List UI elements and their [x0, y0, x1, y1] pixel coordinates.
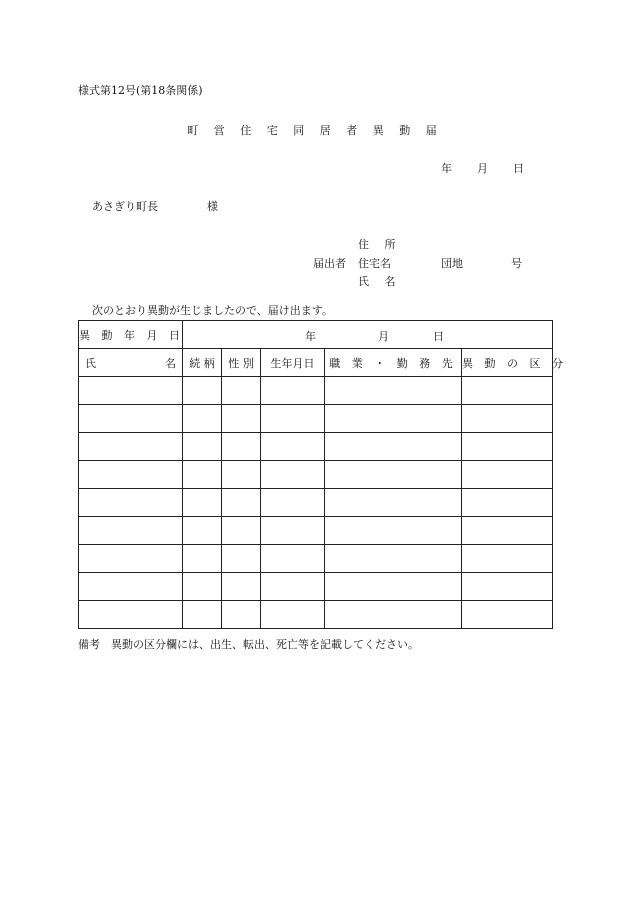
cell-gender[interactable] — [222, 433, 261, 461]
cell-occupation[interactable] — [325, 489, 462, 517]
cell-gender[interactable] — [222, 405, 261, 433]
header-name-left: 氏 — [85, 356, 96, 370]
table-row[interactable] — [79, 405, 553, 433]
cell-relationship[interactable] — [183, 461, 222, 489]
cell-change-type[interactable] — [462, 573, 553, 601]
applicant-label: 届出者 — [313, 257, 346, 270]
header-gender: 性 別 — [222, 349, 261, 377]
cell-gender[interactable] — [222, 461, 261, 489]
cell-gender[interactable] — [222, 573, 261, 601]
table-row[interactable] — [79, 545, 553, 573]
applicant-name-label: 氏 名 — [358, 275, 402, 288]
cell-change-type[interactable] — [462, 601, 553, 629]
cell-change-type[interactable] — [462, 545, 553, 573]
change-date-row — [79, 321, 553, 349]
cell-birthdate[interactable] — [261, 601, 325, 629]
table-row[interactable] — [79, 377, 553, 405]
cell-relationship[interactable] — [183, 545, 222, 573]
addressee-honorific: 様 — [207, 200, 218, 213]
cell-relationship[interactable] — [183, 433, 222, 461]
cell-occupation[interactable] — [325, 377, 462, 405]
header-row — [79, 349, 553, 377]
number-suffix-label: 号 — [511, 257, 522, 270]
change-date-field[interactable] — [183, 321, 553, 349]
remarks-note: 備考 異動の区分欄には、出生、転出、死亡等を記載してください。 — [78, 638, 419, 651]
table-row[interactable] — [79, 433, 553, 461]
table-row[interactable] — [79, 489, 553, 517]
cell-relationship[interactable] — [183, 377, 222, 405]
change-date-label: 異 動 年 月 日 — [79, 321, 183, 349]
cell-name[interactable] — [79, 601, 183, 629]
cell-occupation[interactable] — [325, 461, 462, 489]
cell-occupation[interactable] — [325, 545, 462, 573]
header-occupation: 職 業 ・ 勤 務 先 — [325, 349, 462, 377]
form-title: 町 営 住 宅 同 居 者 異 動 届 — [187, 124, 443, 137]
cell-birthdate[interactable] — [261, 545, 325, 573]
table-row[interactable] — [79, 601, 553, 629]
cell-change-type[interactable] — [462, 517, 553, 545]
header-relationship: 続 柄 — [183, 349, 222, 377]
cell-occupation[interactable] — [325, 433, 462, 461]
cell-gender[interactable] — [222, 545, 261, 573]
table-row[interactable] — [79, 573, 553, 601]
date-month-label: 月 — [477, 162, 488, 175]
cell-gender[interactable] — [222, 489, 261, 517]
cell-name[interactable] — [79, 573, 183, 601]
addressee-name: あさぎり町長 — [92, 200, 158, 213]
danchi-label: 団地 — [441, 257, 463, 270]
cell-relationship[interactable] — [183, 601, 222, 629]
change-date-day: 日 — [433, 330, 444, 343]
cell-occupation[interactable] — [325, 601, 462, 629]
cell-change-type[interactable] — [462, 433, 553, 461]
cell-relationship[interactable] — [183, 573, 222, 601]
cell-change-type[interactable] — [462, 461, 553, 489]
change-date-month: 月 — [378, 330, 389, 343]
header-change-type: 異 動 の 区 分 — [462, 349, 553, 377]
cell-occupation[interactable] — [325, 517, 462, 545]
cell-change-type[interactable] — [462, 489, 553, 517]
cell-relationship[interactable] — [183, 517, 222, 545]
cell-relationship[interactable] — [183, 405, 222, 433]
form-number: 様式第12号(第18条関係) — [78, 84, 203, 97]
cell-gender[interactable] — [222, 601, 261, 629]
cell-relationship[interactable] — [183, 489, 222, 517]
header-birthdate: 生年月日 — [261, 349, 325, 377]
cell-gender[interactable] — [222, 517, 261, 545]
cell-birthdate[interactable] — [261, 573, 325, 601]
change-table — [78, 320, 567, 629]
date-day-label: 日 — [513, 162, 524, 175]
cell-birthdate[interactable] — [261, 433, 325, 461]
cell-occupation[interactable] — [325, 573, 462, 601]
cell-name[interactable] — [79, 489, 183, 517]
cell-name[interactable] — [79, 433, 183, 461]
cell-occupation[interactable] — [325, 405, 462, 433]
header-name — [79, 349, 183, 377]
cell-change-type[interactable] — [462, 405, 553, 433]
table-row[interactable] — [79, 461, 553, 489]
cell-birthdate[interactable] — [261, 377, 325, 405]
cell-birthdate[interactable] — [261, 405, 325, 433]
cell-gender[interactable] — [222, 377, 261, 405]
date-year-label: 年 — [441, 162, 452, 175]
change-date-year: 年 — [305, 330, 316, 343]
cell-birthdate[interactable] — [261, 461, 325, 489]
header-name-right: 名 — [165, 356, 176, 370]
intro-text: 次のとおり異動が生じましたので、届け出ます。 — [92, 304, 333, 317]
cell-birthdate[interactable] — [261, 517, 325, 545]
cell-birthdate[interactable] — [261, 489, 325, 517]
cell-name[interactable] — [79, 377, 183, 405]
cell-name[interactable] — [79, 545, 183, 573]
cell-name[interactable] — [79, 461, 183, 489]
cell-name[interactable] — [79, 517, 183, 545]
housing-name-label: 住宅名 — [358, 257, 391, 270]
table-row[interactable] — [79, 517, 553, 545]
cell-change-type[interactable] — [462, 377, 553, 405]
cell-name[interactable] — [79, 405, 183, 433]
address-label: 住 所 — [358, 238, 402, 251]
